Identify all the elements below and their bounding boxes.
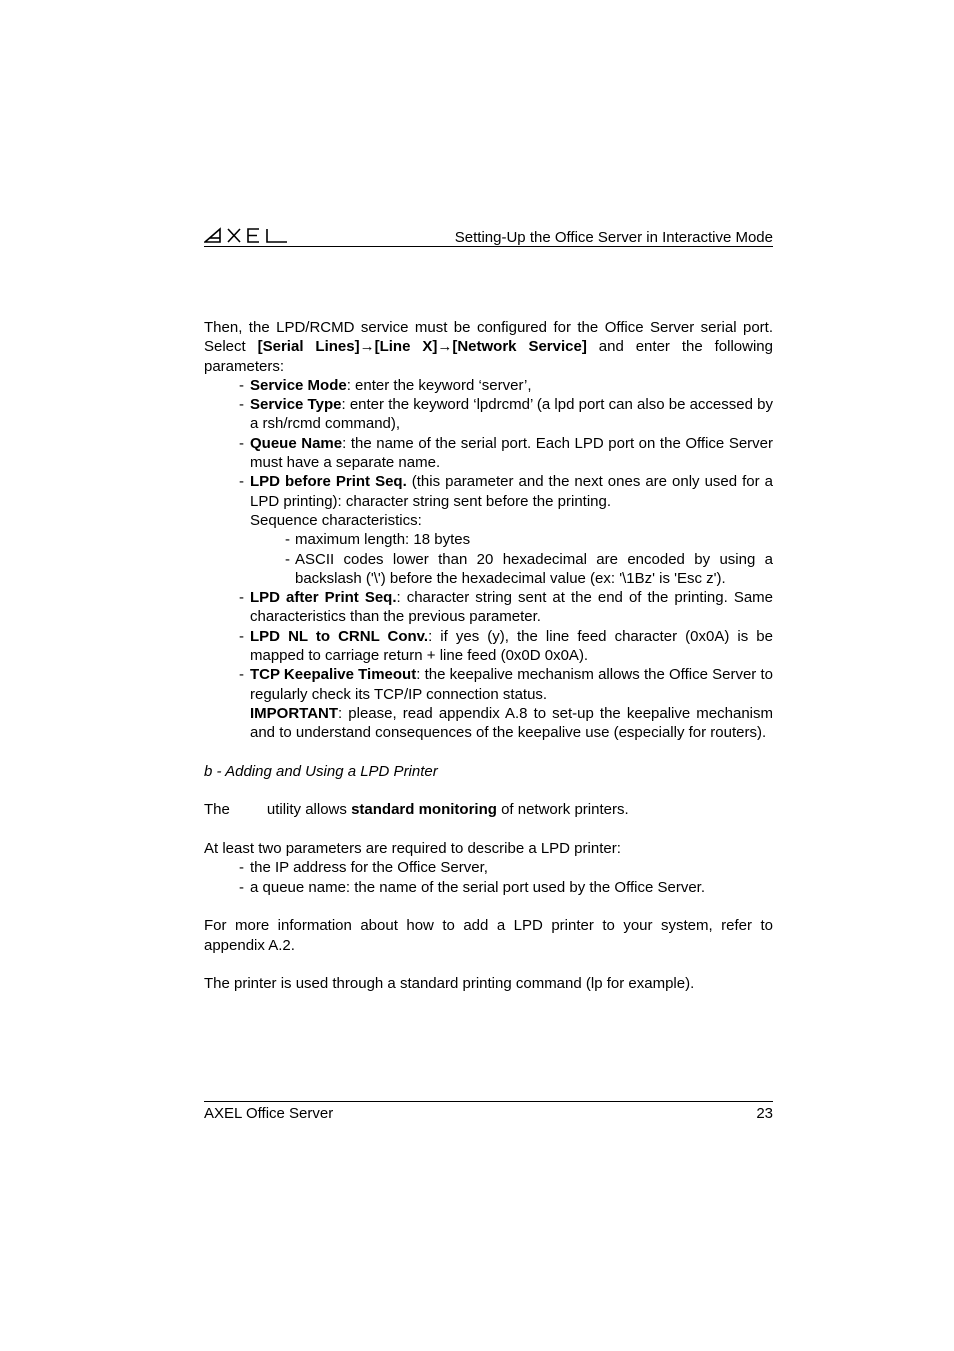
list-dash: -	[239, 589, 244, 607]
utility-text-start: The	[204, 801, 230, 819]
param-label: Queue Name	[250, 434, 343, 452]
intro-paragraph	[204, 318, 773, 376]
param-label: LPD after Print Seq.	[250, 589, 397, 607]
sequence-text: maximum length: 18 bytes	[295, 531, 471, 549]
utility-paragraph	[204, 800, 773, 819]
sequence-heading: Sequence characteristics:	[250, 511, 422, 529]
intro-text-end: and enter the following parameters:	[204, 338, 773, 375]
important-text: : please, read appendix A.8 to set-up the keepalive mechanism and to understand consequences of the keepalive use (especially for routers).	[250, 704, 773, 742]
param-text: : if yes (y), the line feed character (0x0A) is be mapped to carriage return + line feed (0x0D 0x0A).	[250, 627, 773, 665]
list-dash: -	[239, 396, 244, 414]
param-item	[204, 472, 773, 511]
requirements-paragraph: At least two parameters are required to describe a LPD printer:	[204, 840, 621, 858]
param-item	[204, 376, 773, 395]
sequence-item	[204, 550, 773, 589]
axel-logo	[204, 226, 290, 244]
param-label: LPD before Print Seq.	[250, 473, 407, 491]
param-text: (this parameter and the next ones are only used for a LPD printing): character string sent before the printing.	[250, 473, 773, 510]
param-text: : the keepalive mechanism allows the Office Server to regularly check its TCP/IP connection status.	[250, 666, 773, 703]
utility-text-end: of network printers.	[496, 801, 629, 819]
param-text: : enter the keyword ‘lpdrcmd’ (a lpd port can also be accessed by a rsh/rcmd command),	[250, 396, 773, 433]
page-header	[204, 226, 773, 247]
list-dash: -	[239, 859, 244, 877]
param-item	[204, 665, 773, 704]
param-label: Service Type	[250, 396, 342, 414]
param-label: TCP Keepalive Timeout	[250, 666, 417, 684]
sequence-text: ASCII codes lower than 20 hexadecimal are encoded by using a backslash ('\') before the hexadecimal value (ex: '\1Bz' is 'Esc z').	[295, 550, 773, 587]
footer-title: AXEL Office Server	[204, 1105, 334, 1122]
list-dash: -	[239, 434, 244, 452]
param-text: : character string sent at the end of the printing. Same characteristics than the previous parameter.	[250, 589, 773, 626]
list-item	[204, 858, 773, 877]
param-label: LPD NL to CRNL Conv.	[250, 627, 429, 645]
info-paragraph: For more information about how to add a LPD printer to your system, refer to appendix A.2.	[204, 917, 773, 954]
usage-paragraph: The printer is used through a standard printing command (lp for example).	[204, 975, 695, 993]
important-label: IMPORTANT	[250, 704, 339, 722]
page-body	[204, 318, 773, 993]
param-label: Service Mode	[250, 376, 347, 394]
list-dash: -	[239, 627, 244, 645]
param-text: : the name of the serial port. Each LPD port on the Office Server must have a separate name.	[250, 434, 773, 472]
utility-text: utility allows	[266, 801, 352, 819]
list-dash: -	[239, 666, 244, 684]
list-text: a queue name: the name of the serial port used by the Office Server.	[250, 878, 705, 896]
list-dash: -	[239, 878, 244, 896]
intro-text: Then, the LPD/RCMD service must be configured for the Office Server serial port. Select	[204, 319, 773, 356]
list-dash: -	[239, 376, 244, 394]
utility-bold: standard monitoring	[351, 801, 497, 819]
list-item	[204, 878, 773, 897]
list-dash: -	[285, 550, 290, 568]
list-dash: -	[239, 473, 244, 491]
section-heading: b - Adding and Using a LPD Printer	[204, 762, 438, 780]
sequence-item	[204, 530, 773, 549]
param-item	[204, 627, 773, 666]
param-item	[204, 588, 773, 627]
menu-path: [Serial Lines]→[Line X]→[Network Service]	[257, 338, 587, 356]
param-item	[204, 395, 773, 434]
list-dash: -	[285, 531, 290, 549]
param-text: : enter the keyword ‘server’,	[346, 376, 532, 394]
important-note	[204, 704, 773, 743]
header-title: Setting-Up the Office Server in Interactive Mode	[454, 229, 773, 246]
page-footer	[204, 1101, 773, 1122]
param-item	[204, 434, 773, 473]
list-text: the IP address for the Office Server,	[250, 859, 488, 877]
page-number: 23	[756, 1105, 773, 1122]
